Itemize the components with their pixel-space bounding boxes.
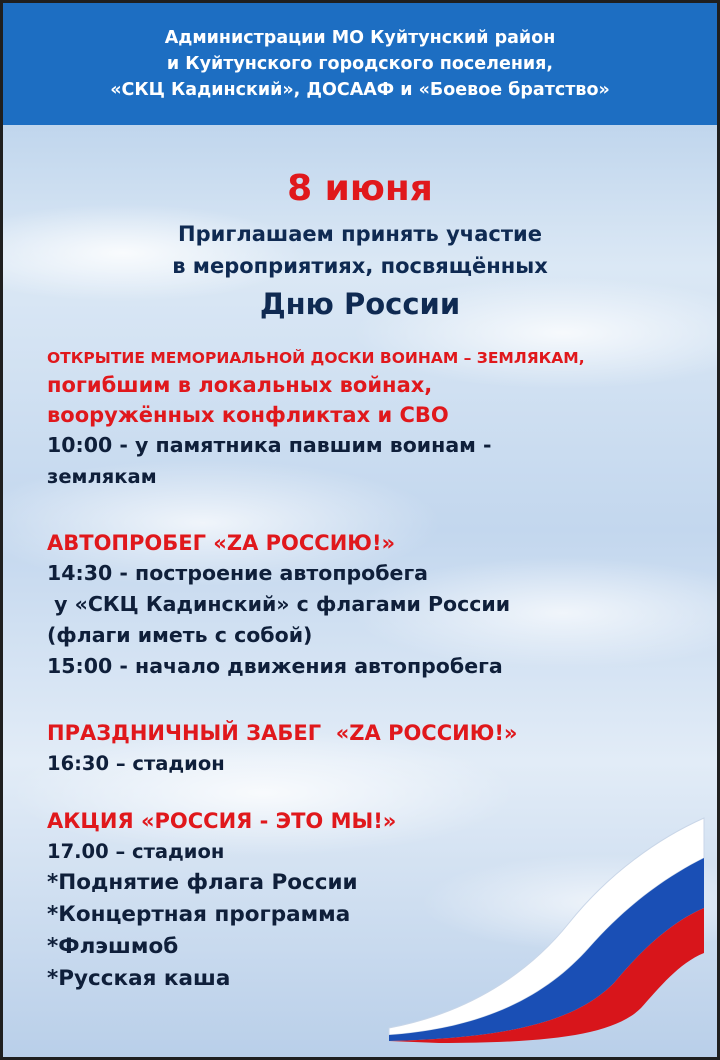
event-date: 8 июня xyxy=(287,168,433,209)
event2-detail-line-4: 15:00 - начало движения автопробега xyxy=(47,654,503,678)
event-festive-run xyxy=(47,718,707,779)
event3-title: ПРАЗДНИЧНЫЙ ЗАБЕГ «ZА РОССИЮ!» xyxy=(47,721,518,745)
event-motor-rally xyxy=(47,528,707,682)
event1-detail-line-1: 10:00 - у памятника павшим воинам - xyxy=(47,433,492,457)
event4-item: *Концертная программа xyxy=(47,902,351,927)
event1-title-line-3: вооружённых конфликтах и СВО xyxy=(47,403,449,427)
event1-detail-line-2: землякам xyxy=(47,465,157,488)
organizers-line-2: и Куйтунского городского поселения, xyxy=(166,54,554,74)
holiday-name: Дню России xyxy=(259,287,461,321)
organizers-line-1: Администрации МО Куйтунский район xyxy=(164,28,556,48)
event4-title: АКЦИЯ «РОССИЯ - ЭТО МЫ!» xyxy=(47,809,397,833)
event1-title-line-2: погибшим в локальных войнах, xyxy=(47,373,433,397)
event4-detail: 17.00 – стадион xyxy=(47,840,225,863)
russian-flag-icon xyxy=(379,813,709,1043)
event2-detail-line-1: 14:30 - построение автопробега xyxy=(47,561,429,585)
event2-detail-line-3: (флаги иметь с собой) xyxy=(47,623,313,647)
event4-item: *Флэшмоб xyxy=(47,934,179,959)
invitation-line-1: Приглашаем принять участие xyxy=(178,222,542,246)
event4-item: *Русская каша xyxy=(47,966,231,991)
invitation xyxy=(3,218,717,326)
organizers-banner xyxy=(3,3,717,125)
event3-detail: 16:30 – стадион xyxy=(47,752,225,775)
event2-title: АВТОПРОБЕГ «ZА РОССИЮ!» xyxy=(47,531,396,555)
organizers-line-3: «СКЦ Кадинский», ДОСААФ и «Боевое братство» xyxy=(110,80,610,100)
invitation-line-2: в мероприятиях, посвящённых xyxy=(172,254,548,278)
event4-item: *Поднятие флага России xyxy=(47,870,358,895)
event2-detail-line-2: у «СКЦ Кадинский» с флагами России xyxy=(47,592,511,616)
event-memorial-plaque xyxy=(47,346,707,492)
event1-title-line-1: ОТКРЫТИЕ МЕМОРИАЛЬНОЙ ДОСКИ ВОИНАМ – ЗЕМЛЯКАМ, xyxy=(47,349,585,367)
